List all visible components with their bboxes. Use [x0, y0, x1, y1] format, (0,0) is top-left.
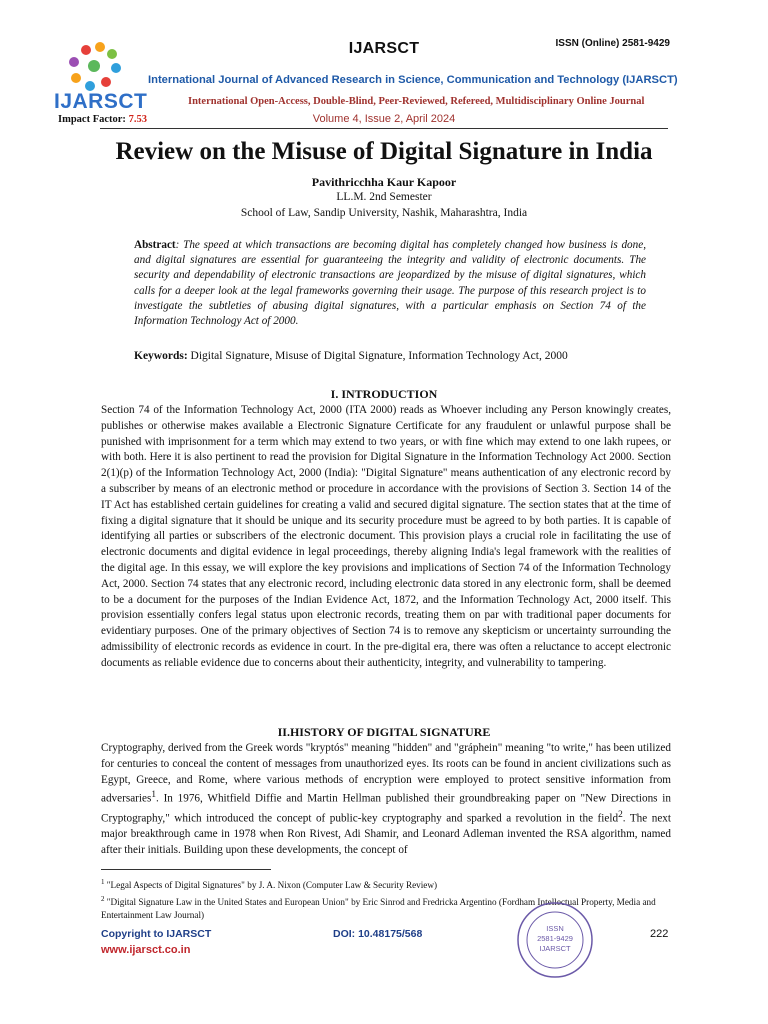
- volume-issue: Volume 4, Issue 2, April 2024: [312, 113, 456, 125]
- footnote-ref-2: 2: [618, 809, 623, 820]
- footnote-number: 1: [101, 878, 105, 886]
- page-number: 222: [650, 928, 669, 940]
- history-text-part-1: Cryptography, derived from the Greek words "kryptós" meaning "hidden" and "gráphein" meaning "to write," has been utilized for centuries to conceal the content of messages from unauthorized eyes. Its roots can be found in ancient civilizations such as Egypt, Greece, and Rome, where various methods of encryption were employed to protect sensitive information from adversaries: [101, 742, 671, 806]
- footnote-1: [101, 876, 671, 892]
- footnote-divider: [101, 869, 271, 870]
- doi-identifier[interactable]: DOI: 10.48175/568: [333, 928, 423, 940]
- copyright-notice: Copyright to IJARSCT: [101, 928, 212, 940]
- history-paragraph: [101, 741, 671, 859]
- author-degree: LL.M. 2nd Semester: [336, 191, 432, 203]
- section-heading-history: II.HISTORY OF DIGITAL SIGNATURE: [277, 725, 491, 739]
- impact-factor-value: 7.53: [128, 114, 147, 125]
- author-affiliation: School of Law, Sandip University, Nashik, Maharashtra, India: [240, 207, 528, 219]
- author-name: Pavithricchha Kaur Kapoor: [311, 175, 457, 189]
- keywords: [134, 350, 654, 362]
- abstract: [134, 238, 646, 329]
- impact-factor-label: Impact Factor:: [58, 114, 129, 125]
- header-divider: [100, 128, 668, 129]
- abstract-label: Abstract: [134, 239, 176, 251]
- section-heading-introduction: I. INTRODUCTION: [330, 387, 438, 401]
- keywords-label: Keywords:: [134, 350, 188, 362]
- introduction-paragraph: Section 74 of the Information Technology Act, 2000 (ITA 2000) reads as Whoever including any Person knowingly creates, publishes or otherwise makes available a Electronic Signature Certificate for any fraudulent or unlawful purpose shall be punished with imprisonment for a term which may extend to two years, or with fine which may extend to one lakh rupees, or with both. Here it is also pertinent to read the provision for Digital Signature in the Information Technology Act 2000. Section 2(1)(p) of the Information Technology Act, 2000 (India): "Digital Signature" means authentication of any electronic record by a subscriber by means of an electronic method or procedure in accordance with the provisions of Section 3. Section 14 of the IT Act has established certain guidelines for creating a valid and secured digital signature. The section states that at the time of fixing a digital signature that it should be unique and its security procedure must be agreed to by both parties. It is capable of identifying all parties or subscribers of the electronic document. This provision plays a crucial role in facilitating the use of electronic documents and digital evidence in legal proceedings, thereby aligning India's legal framework with the realities of the digital age. In this essay, we will explore the key provisions and implications of Section 74 of the Information Technology Act, 2000. Section 74 states that any electronic record, including electronic data stored in any electronic form, shall be deemed to be a document for the purposes of the Indian Evidence Act, 1872, and the Information Technology Act, 2000 itself. This provision essentially confers legal status upon electronic records, treating them on par with traditional paper documents for evidentiary purposes. One of the primary objectives of Section 74 is to remove any skepticism or uncertainty surrounding the admissibility of electronic records as evidence in court. In the pre-digital era, there was often a reluctance to accept electronic documents as reliable evidence due to concerns about their authenticity, integrity, and vulnerability to tampering.: [101, 404, 671, 669]
- footnote-text: "Legal Aspects of Digital Signatures" by J. A. Nixon (Computer Law & Security Review): [104, 880, 438, 891]
- footnote-text: "Digital Signature Law in the United States and European Union" by Eric Sinrod and Fredricka Argentino (Fordham Intellectual Property, Media and Entertainment Law Journal): [101, 897, 656, 921]
- seal-journal-name: IJARSCT: [539, 944, 571, 953]
- history-text-part-3: . The next major breakthrough came in 1978 when Ron Rivest, Adi Shamir, and Leonard Adleman invented the RSA algorithm, named after their initials. Building upon these developments, the concept of: [101, 812, 671, 857]
- footnote-ref-1: 1: [151, 790, 156, 801]
- abstract-text: : The speed at which transactions are becoming digital has completely changed how business is done, and digital signatures are essential for guaranteeing the integrity and validity of electronic documents. The security and dependability of electronic transactions are jeopardized by the misuse of digital signatures, which calls for a deeper look at the legal frameworks governing their usage. The purpose of this research project is to investigate the subtleties of abusing digital signatures, with a particular emphasis on Section 74 of the Information Technology Act of 2000.: [134, 239, 646, 328]
- journal-description: International Open-Access, Double-Blind, Peer-Reviewed, Refereed, Multidisciplinary Online Journal: [188, 96, 645, 107]
- seal-issn-label: ISSN: [546, 924, 564, 933]
- journal-full-name: International Journal of Advanced Research in Science, Communication and Technology (IJARSCT): [148, 74, 678, 86]
- journal-short-name: IJARSCT: [348, 40, 420, 57]
- history-text-part-2: . In 1976, Whitfield Diffie and Martin Hellman published their groundbreaking paper on "New Directions in Cryptography," which introduced the concept of public-key cryptography and sparked a revolution in the field: [101, 793, 671, 825]
- seal-issn-number: 2581-9429: [537, 934, 573, 943]
- website-link[interactable]: www.ijarsct.co.in: [101, 944, 191, 956]
- paper-title: Review on the Misuse of Digital Signature in India: [115, 138, 653, 165]
- issn-seal-stamp: [515, 900, 595, 980]
- logo-wordmark: IJARSCT: [54, 90, 148, 113]
- footnote-number: 2: [101, 895, 105, 903]
- issn-header: ISSN (Online) 2581-9429: [555, 38, 670, 49]
- keywords-text: Digital Signature, Misuse of Digital Signature, Information Technology Act, 2000: [187, 350, 568, 362]
